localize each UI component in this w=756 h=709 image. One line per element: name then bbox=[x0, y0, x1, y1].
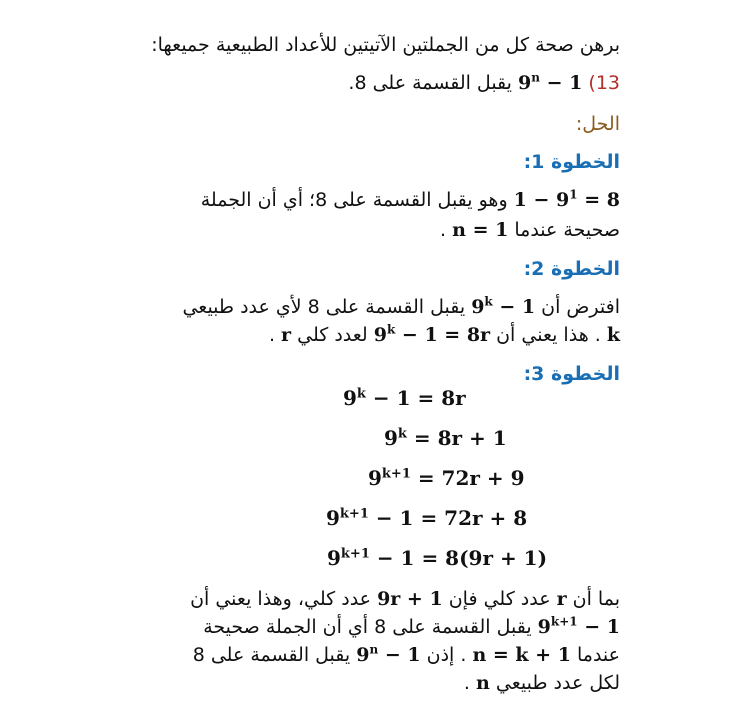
step2-base2: 9 bbox=[373, 324, 387, 346]
step1-math2: n = 1 bbox=[452, 219, 509, 241]
step1-text: وهو يقبل القسمة على 8؛ أي أن الجملة bbox=[200, 189, 514, 211]
conclusion-line2 bbox=[203, 614, 620, 640]
step1-expression bbox=[514, 187, 620, 213]
eq5-base: 9 bbox=[327, 546, 341, 570]
concl-expression2 bbox=[356, 642, 420, 668]
step2-heading: الخطوة 2: bbox=[523, 258, 620, 280]
concl-var-r: r bbox=[556, 588, 567, 610]
concl-exp: k+1 bbox=[550, 614, 578, 629]
conclusion-line4 bbox=[464, 670, 620, 696]
eq4-rest: − 1 = 72r + 8 bbox=[368, 506, 528, 530]
eq2-base: 9 bbox=[384, 426, 398, 450]
concl-text-f: . إذن bbox=[420, 644, 473, 666]
solution-label: الحل: bbox=[575, 113, 620, 135]
concl-text-e: عندما bbox=[570, 644, 620, 666]
concl-var-n: n bbox=[476, 672, 490, 694]
conclusion-line1 bbox=[190, 586, 620, 612]
equation-2 bbox=[384, 425, 507, 451]
concl-tail2: − 1 bbox=[378, 644, 421, 666]
step2-exp: k bbox=[484, 294, 493, 309]
concl-base2: 9 bbox=[356, 644, 370, 666]
concl-exp2: n bbox=[369, 642, 379, 657]
step2-end: . bbox=[268, 324, 282, 346]
eq4-base: 9 bbox=[326, 506, 340, 530]
conclusion-line3 bbox=[193, 642, 620, 668]
concl-expression bbox=[538, 614, 620, 640]
eq1-rest: − 1 = 8r bbox=[365, 386, 466, 410]
eq5-rest: − 1 = 8(9r + 1) bbox=[369, 546, 548, 570]
step2-text-c: . هذا يعني أن bbox=[490, 324, 607, 346]
concl-math-2: n = k + 1 bbox=[472, 644, 571, 666]
step2-line2 bbox=[269, 322, 620, 348]
equation-3 bbox=[368, 465, 525, 491]
equation-1 bbox=[343, 385, 466, 411]
step2-expression bbox=[471, 294, 535, 320]
step1-heading: الخطوة 1: bbox=[523, 151, 620, 173]
step2-tail: − 1 bbox=[492, 296, 536, 318]
intro-line bbox=[151, 32, 620, 58]
eq4-exp: k+1 bbox=[339, 506, 369, 522]
step2-line1 bbox=[182, 294, 620, 320]
concl-text-b: عدد كلي فإن bbox=[442, 588, 557, 610]
step2-tail2: − 1 = 8r bbox=[395, 324, 491, 346]
step1-expr-exp: 1 bbox=[569, 187, 578, 202]
concl-math-1: 9r + 1 bbox=[377, 588, 443, 610]
concl-end: . bbox=[463, 672, 477, 694]
step1-end: . bbox=[440, 219, 453, 241]
eq3-exp: k+1 bbox=[381, 466, 411, 482]
concl-text-a: بما أن bbox=[566, 588, 620, 610]
concl-text-c: عدد كلي، وهذا يعني أن bbox=[190, 588, 378, 610]
step2-var-k: k bbox=[606, 324, 620, 346]
expr-tail: − 1 bbox=[539, 72, 583, 94]
problem-number: 13) bbox=[588, 72, 620, 94]
step2-text-d: لعدد كلي bbox=[291, 324, 374, 346]
concl-base: 9 bbox=[537, 616, 551, 638]
step2-exp2: k bbox=[386, 322, 396, 337]
problem-text: يقبل القسمة على 8. bbox=[348, 72, 512, 94]
eq3-base: 9 bbox=[368, 466, 382, 490]
concl-text-g: يقبل القسمة على 8 bbox=[192, 644, 357, 666]
step2-text-b: يقبل القسمة على 8 لأي عدد طبيعي bbox=[182, 296, 472, 318]
eq3-rest: = 72r + 9 bbox=[410, 466, 525, 490]
eq2-exp: k bbox=[397, 426, 407, 442]
equation-4 bbox=[326, 505, 527, 531]
step1-line2 bbox=[440, 217, 620, 243]
eq1-exp: k bbox=[356, 386, 366, 402]
concl-text-d: يقبل القسمة على 8 أي أن الجملة صحيحة bbox=[203, 616, 538, 638]
step2-text-a: افترض أن bbox=[535, 296, 620, 318]
concl-text-h: لكل عدد طبيعي bbox=[489, 672, 620, 694]
step3-heading: الخطوة 3: bbox=[523, 363, 620, 385]
step2-var-r: r bbox=[281, 324, 292, 346]
equation-5 bbox=[327, 545, 547, 571]
step1-text2: صحيحة عندما bbox=[508, 219, 620, 241]
concl-tail: − 1 bbox=[577, 616, 620, 638]
intro-text: برهن صحة كل من الجملتين الآتيتين للأعداد الطبيعية جميعها: bbox=[151, 34, 620, 56]
eq1-base: 9 bbox=[343, 386, 357, 410]
problem-line bbox=[348, 70, 620, 96]
eq2-rest: = 8r + 1 bbox=[406, 426, 507, 450]
problem-expression bbox=[518, 70, 582, 96]
expr-exponent: n bbox=[531, 70, 540, 85]
eq5-exp: k+1 bbox=[340, 546, 370, 562]
step1-expr-post: = 8 bbox=[577, 189, 620, 211]
step1-line1 bbox=[201, 187, 620, 213]
step2-expression2 bbox=[374, 322, 490, 348]
step2-base: 9 bbox=[471, 296, 485, 318]
step1-expr-pre: 1 − 9 bbox=[513, 189, 570, 211]
expr-base: 9 bbox=[518, 72, 532, 94]
